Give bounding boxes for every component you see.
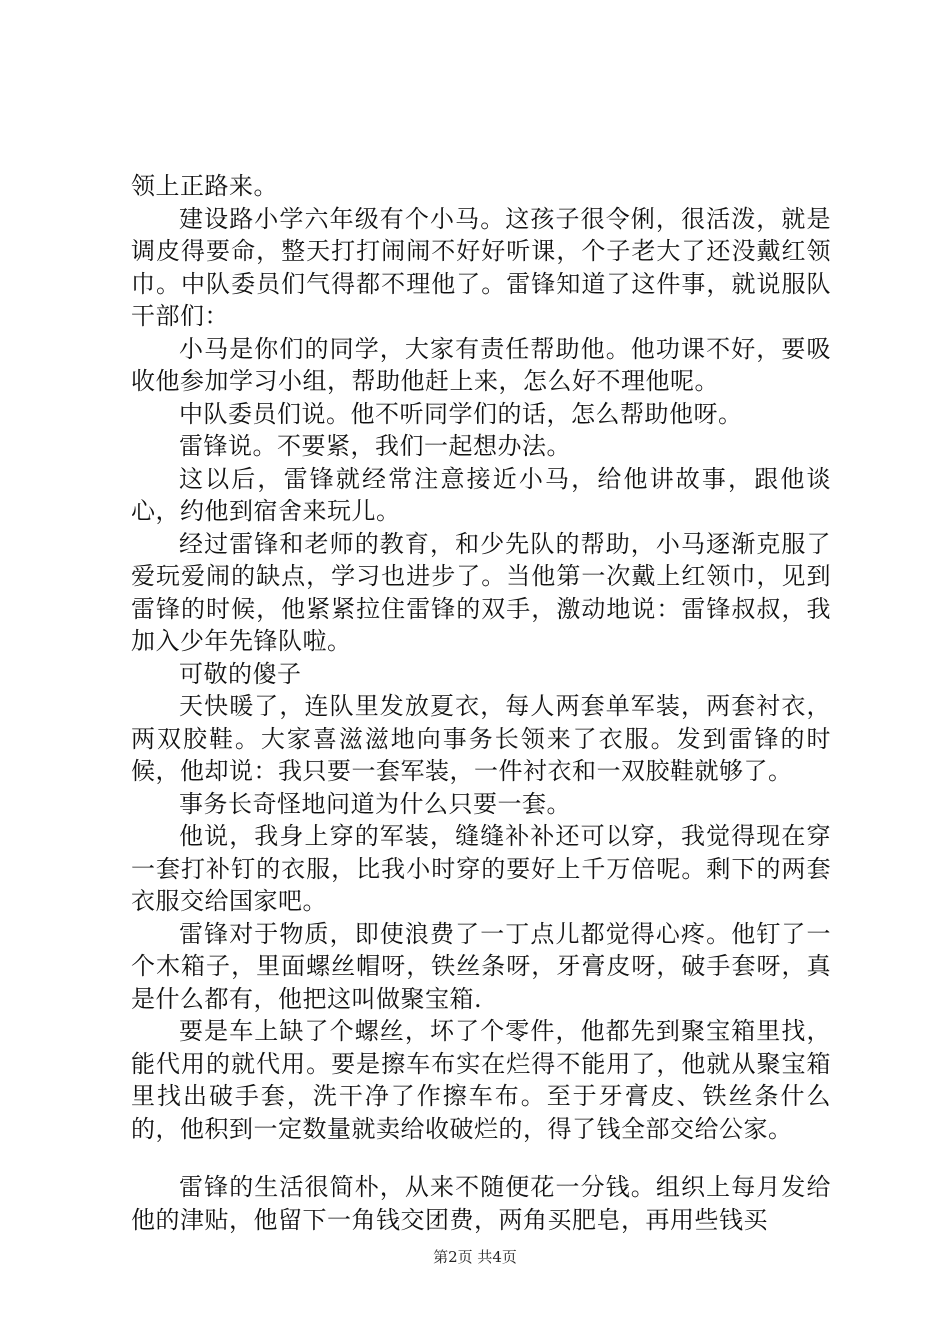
paragraph: 雷锋说。不要紧，我们一起想办法。	[179, 432, 571, 460]
section-heading: 可敬的傻子	[179, 659, 302, 688]
paragraph: 事务长奇怪地问道为什么只要一套。	[179, 789, 571, 818]
paragraph: 这以后，雷锋就经常注意接近小马，给他讲故事，跟他谈心，约他到宿舍来玩儿。	[131, 464, 831, 525]
page-number-footer: 第2页 共4页	[433, 1248, 517, 1266]
paragraph: 建设路小学六年级有个小马。这孩子很令俐，很活泼，就是调皮得要命，整天打打闹闹不好好听课，个子老大了还没戴红领巾。中队委员们气得都不理他了。雷锋知道了这件事，就说服队干部们：	[131, 204, 831, 330]
paragraph-continuation: 领上正路来。	[131, 172, 278, 200]
paragraph: 中队委员们说。他不听同学们的话，怎么帮助他呀。	[179, 399, 743, 428]
paragraph: 他说，我身上穿的军装，缝缝补补还可以穿，我觉得现在穿一套打补钉的衣服，比我小时穿的要好上千万倍呢。剩下的两套衣服交给国家吧。	[131, 822, 831, 915]
paragraph: 雷锋对于物质，即使浪费了一丁点儿都觉得心疼。他钉了一个木箱子，里面螺丝帽呀，铁丝条呀，牙膏皮呀，破手套呀，真是什么都有，他把这叫做聚宝箱.	[131, 919, 831, 1013]
paragraph: 天快暖了，连队里发放夏衣，每人两套单军装，两套衬衣，两双胶鞋。大家喜滋滋地向事务长领来了衣服。发到雷锋的时候，他却说：我只要一套军装，一件衬衣和一双胶鞋就够了。	[131, 692, 831, 785]
body-text	[131, 170, 831, 1236]
paragraph: 小马是你们的同学，大家有责任帮助他。他功课不好，要吸收他参加学习小组，帮助他赶上来，怎么好不理他呢。	[131, 334, 831, 395]
paragraph: 要是车上缺了个螺丝，坏了个零件，他都先到聚宝箱里找，能代用的就代用。要是擦车布实在烂得不能用了，他就从聚宝箱里找出破手套，洗干净了作擦车布。至于牙膏皮、铁丝条什么的，他积到一定数量就卖给收破烂的，得了钱全部交给公家。	[131, 1017, 831, 1143]
paragraph: 雷锋的生活很简朴，从来不随便花一分钱。组织上每月发给他的津贴，他留下一角钱交团费，两角买肥皂，再用些钱买	[131, 1173, 831, 1234]
paragraph: 经过雷锋和老师的教育，和少先队的帮助，小马逐渐克服了爱玩爱闹的缺点，学习也进步了。当他第一次戴上红领巾，见到雷锋的时候，他紧紧拉住雷锋的双手，激动地说：雷锋叔叔，我加入少年先锋队啦。	[131, 529, 831, 655]
